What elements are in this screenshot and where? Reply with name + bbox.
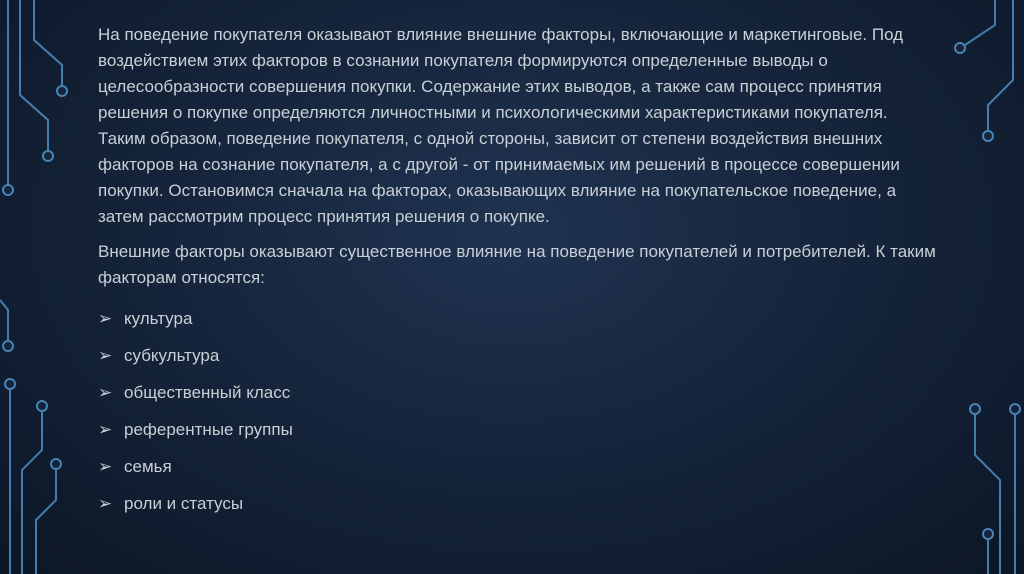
- check-arrow-icon: ➢: [98, 345, 113, 365]
- list-item: [98, 374, 938, 411]
- slide-content: [98, 22, 938, 522]
- check-arrow-icon: ➢: [98, 493, 113, 513]
- list-item: [98, 411, 938, 448]
- list-item: [98, 337, 938, 374]
- factor-label: референтные группы: [124, 419, 293, 439]
- intro-paragraph: На поведение покупателя оказывают влияние внешние факторы, включающие и маркетинговые. Под воздействием этих факторов в сознании покупателя формируются определенные выводы о целесообразности совершения покупки. Содержание этих выводов, а также сам процесс принятия решения о покупке определяются личностными и психологическими характеристиками покупателя. Таким образом, поведение покупателя, с одной стороны, зависит от степени воздействия внешних факторов на сознание покупателя, а с другой - от принимаемых им решений в процессе совершении покупки. Остановимся сначала на факторах, оказывающих влияние на покупательское поведение, а затем рассмотрим процесс принятия решения о покупке.: [98, 25, 904, 226]
- check-arrow-icon: ➢: [98, 382, 113, 402]
- list-item: [98, 300, 938, 337]
- factor-label: культура: [124, 308, 193, 328]
- check-arrow-icon: ➢: [98, 456, 113, 476]
- check-arrow-icon: ➢: [98, 419, 113, 439]
- list-item: [98, 448, 938, 485]
- factor-label: роли и статусы: [124, 493, 244, 513]
- list-item: [98, 485, 938, 522]
- factor-label: семья: [124, 456, 172, 476]
- check-arrow-icon: ➢: [98, 308, 113, 328]
- factors-intro-paragraph: Внешние факторы оказывают существенное влияние на поведение покупателей и потребителей. К таким факторам относятся:: [98, 242, 936, 287]
- factor-label: субкультура: [124, 345, 220, 365]
- factors-list: [98, 300, 938, 522]
- factor-label: общественный класс: [124, 382, 291, 402]
